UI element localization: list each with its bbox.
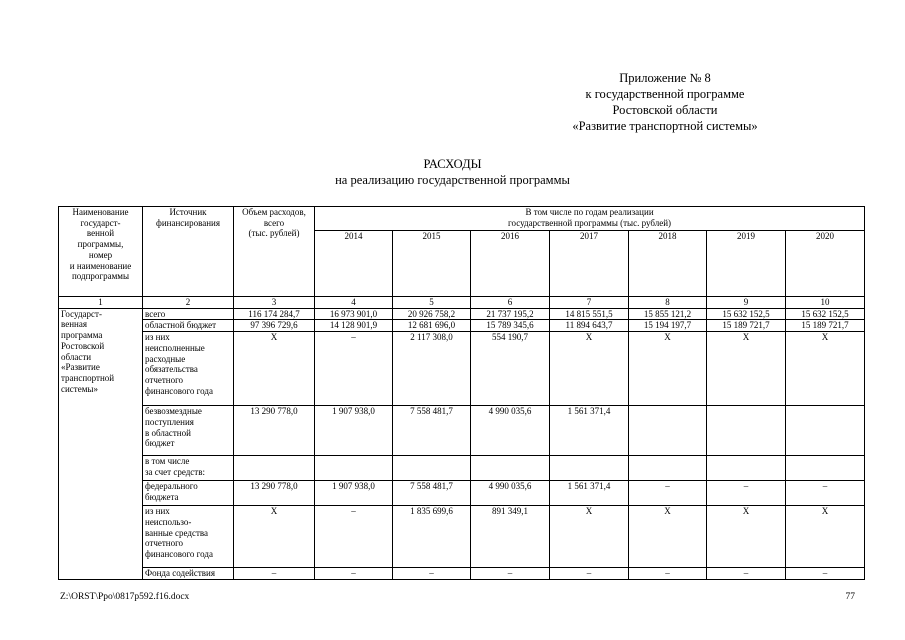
header-year: 2015 <box>393 231 471 297</box>
header-row-1 <box>59 207 865 231</box>
year-cell: Х <box>707 332 786 406</box>
year-cell: 21 737 195,2 <box>471 308 550 320</box>
column-number: 6 <box>471 297 550 309</box>
document-title <box>0 156 905 188</box>
total-cell <box>234 456 315 481</box>
column-number: 1 <box>59 297 143 309</box>
header-year: 2014 <box>315 231 393 297</box>
column-number: 2 <box>143 297 234 309</box>
appendix-line-3: Ростовской области <box>612 103 718 117</box>
total-cell: Х <box>234 506 315 568</box>
header-name: Наименование государст- венной программы, номер и наименование подпрограммы <box>59 207 143 297</box>
year-cell: 16 973 901,0 <box>315 308 393 320</box>
year-cell: Х <box>629 506 707 568</box>
appendix-header <box>500 70 830 134</box>
header-volume: Объем расходов, всего (тыс. рублей) <box>234 207 315 297</box>
table-row <box>59 308 865 320</box>
total-cell: 97 396 729,6 <box>234 320 315 332</box>
column-number: 7 <box>550 297 629 309</box>
year-cell: – <box>629 481 707 506</box>
year-cell: 15 855 121,2 <box>629 308 707 320</box>
appendix-line-1: Приложение № 8 <box>619 71 711 85</box>
year-cell: Х <box>550 506 629 568</box>
column-number: 3 <box>234 297 315 309</box>
year-cell: 14 128 901,9 <box>315 320 393 332</box>
year-cell <box>629 456 707 481</box>
column-number: 5 <box>393 297 471 309</box>
year-cell: – <box>629 568 707 580</box>
total-cell: 13 290 778,0 <box>234 481 315 506</box>
table-row <box>59 456 865 481</box>
year-cell: 1 907 938,0 <box>315 481 393 506</box>
year-cell: 15 632 152,5 <box>786 308 865 320</box>
year-cell: Х <box>629 332 707 406</box>
column-number-row <box>59 297 865 309</box>
year-cell <box>315 456 393 481</box>
table-row <box>59 332 865 406</box>
year-cell: 7 558 481,7 <box>393 406 471 456</box>
title-sub: на реализацию государственной программы <box>335 173 570 187</box>
year-cell: 891 349,1 <box>471 506 550 568</box>
year-cell: 2 117 308,0 <box>393 332 471 406</box>
year-cell: 4 990 035,6 <box>471 406 550 456</box>
column-number: 10 <box>786 297 865 309</box>
year-cell: Х <box>786 332 865 406</box>
year-cell <box>393 456 471 481</box>
total-cell: 13 290 778,0 <box>234 406 315 456</box>
table-row <box>59 568 865 580</box>
year-cell: 15 632 152,5 <box>707 308 786 320</box>
year-cell: 1 907 938,0 <box>315 406 393 456</box>
year-cell <box>786 406 865 456</box>
expenses-table <box>58 206 865 580</box>
year-cell: 7 558 481,7 <box>393 481 471 506</box>
year-cell: 15 189 721,7 <box>786 320 865 332</box>
total-cell: Х <box>234 332 315 406</box>
year-cell <box>471 456 550 481</box>
source-cell: из них неисполненные расходные обязательства отчетного финансового года <box>143 332 234 406</box>
source-cell: федерального бюджета <box>143 481 234 506</box>
file-path: Z:\ORST\Ppo\0817p592.f16.docx <box>60 592 190 602</box>
title-main: РАСХОДЫ <box>423 157 482 171</box>
year-cell: – <box>786 481 865 506</box>
header-year: 2018 <box>629 231 707 297</box>
year-cell: 20 926 758,2 <box>393 308 471 320</box>
appendix-line-4: «Развитие транспортной системы» <box>572 119 758 133</box>
year-cell: – <box>315 332 393 406</box>
column-number: 9 <box>707 297 786 309</box>
year-cell <box>707 406 786 456</box>
source-cell: всего <box>143 308 234 320</box>
year-cell: – <box>315 568 393 580</box>
header-years-group: В том числе по годам реализации государственной программы (тыс. рублей) <box>315 207 865 231</box>
table-row <box>59 506 865 568</box>
header-source: Источник финансирования <box>143 207 234 297</box>
year-cell: Х <box>707 506 786 568</box>
total-cell: – <box>234 568 315 580</box>
year-cell <box>629 406 707 456</box>
table-row <box>59 320 865 332</box>
header-year: 2020 <box>786 231 865 297</box>
program-name-cell: Государст- венная программа Ростовской области «Развитие транспортной системы» <box>59 308 143 579</box>
year-cell <box>550 456 629 481</box>
year-cell: – <box>786 568 865 580</box>
column-number: 8 <box>629 297 707 309</box>
year-cell: 1 835 699,6 <box>393 506 471 568</box>
column-number: 4 <box>315 297 393 309</box>
year-cell: 1 561 371,4 <box>550 481 629 506</box>
header-year: 2016 <box>471 231 550 297</box>
year-cell: 14 815 551,5 <box>550 308 629 320</box>
year-cell: – <box>550 568 629 580</box>
header-year: 2017 <box>550 231 629 297</box>
year-cell: – <box>707 568 786 580</box>
year-cell <box>786 456 865 481</box>
table-row <box>59 406 865 456</box>
year-cell: – <box>393 568 471 580</box>
year-cell: 15 189 721,7 <box>707 320 786 332</box>
year-cell <box>707 456 786 481</box>
year-cell: 15 194 197,7 <box>629 320 707 332</box>
source-cell: из них неиспользо- ванные средства отчетного финансового года <box>143 506 234 568</box>
source-cell: областной бюджет <box>143 320 234 332</box>
year-cell: 1 561 371,4 <box>550 406 629 456</box>
page-number: 77 <box>845 592 855 602</box>
year-cell: 554 190,7 <box>471 332 550 406</box>
year-cell: 12 681 696,0 <box>393 320 471 332</box>
year-cell: – <box>315 506 393 568</box>
appendix-line-2: к государственной программе <box>585 87 745 101</box>
year-cell: 4 990 035,6 <box>471 481 550 506</box>
year-cell: Х <box>550 332 629 406</box>
year-cell: 11 894 643,7 <box>550 320 629 332</box>
year-cell: 15 789 345,6 <box>471 320 550 332</box>
year-cell: – <box>471 568 550 580</box>
source-cell: Фонда содействия <box>143 568 234 580</box>
source-cell: безвозмездные поступления в областной бюджет <box>143 406 234 456</box>
table-row <box>59 481 865 506</box>
total-cell: 116 174 284,7 <box>234 308 315 320</box>
source-cell: в том числе за счет средств: <box>143 456 234 481</box>
header-year: 2019 <box>707 231 786 297</box>
year-cell: Х <box>786 506 865 568</box>
year-cell: – <box>707 481 786 506</box>
